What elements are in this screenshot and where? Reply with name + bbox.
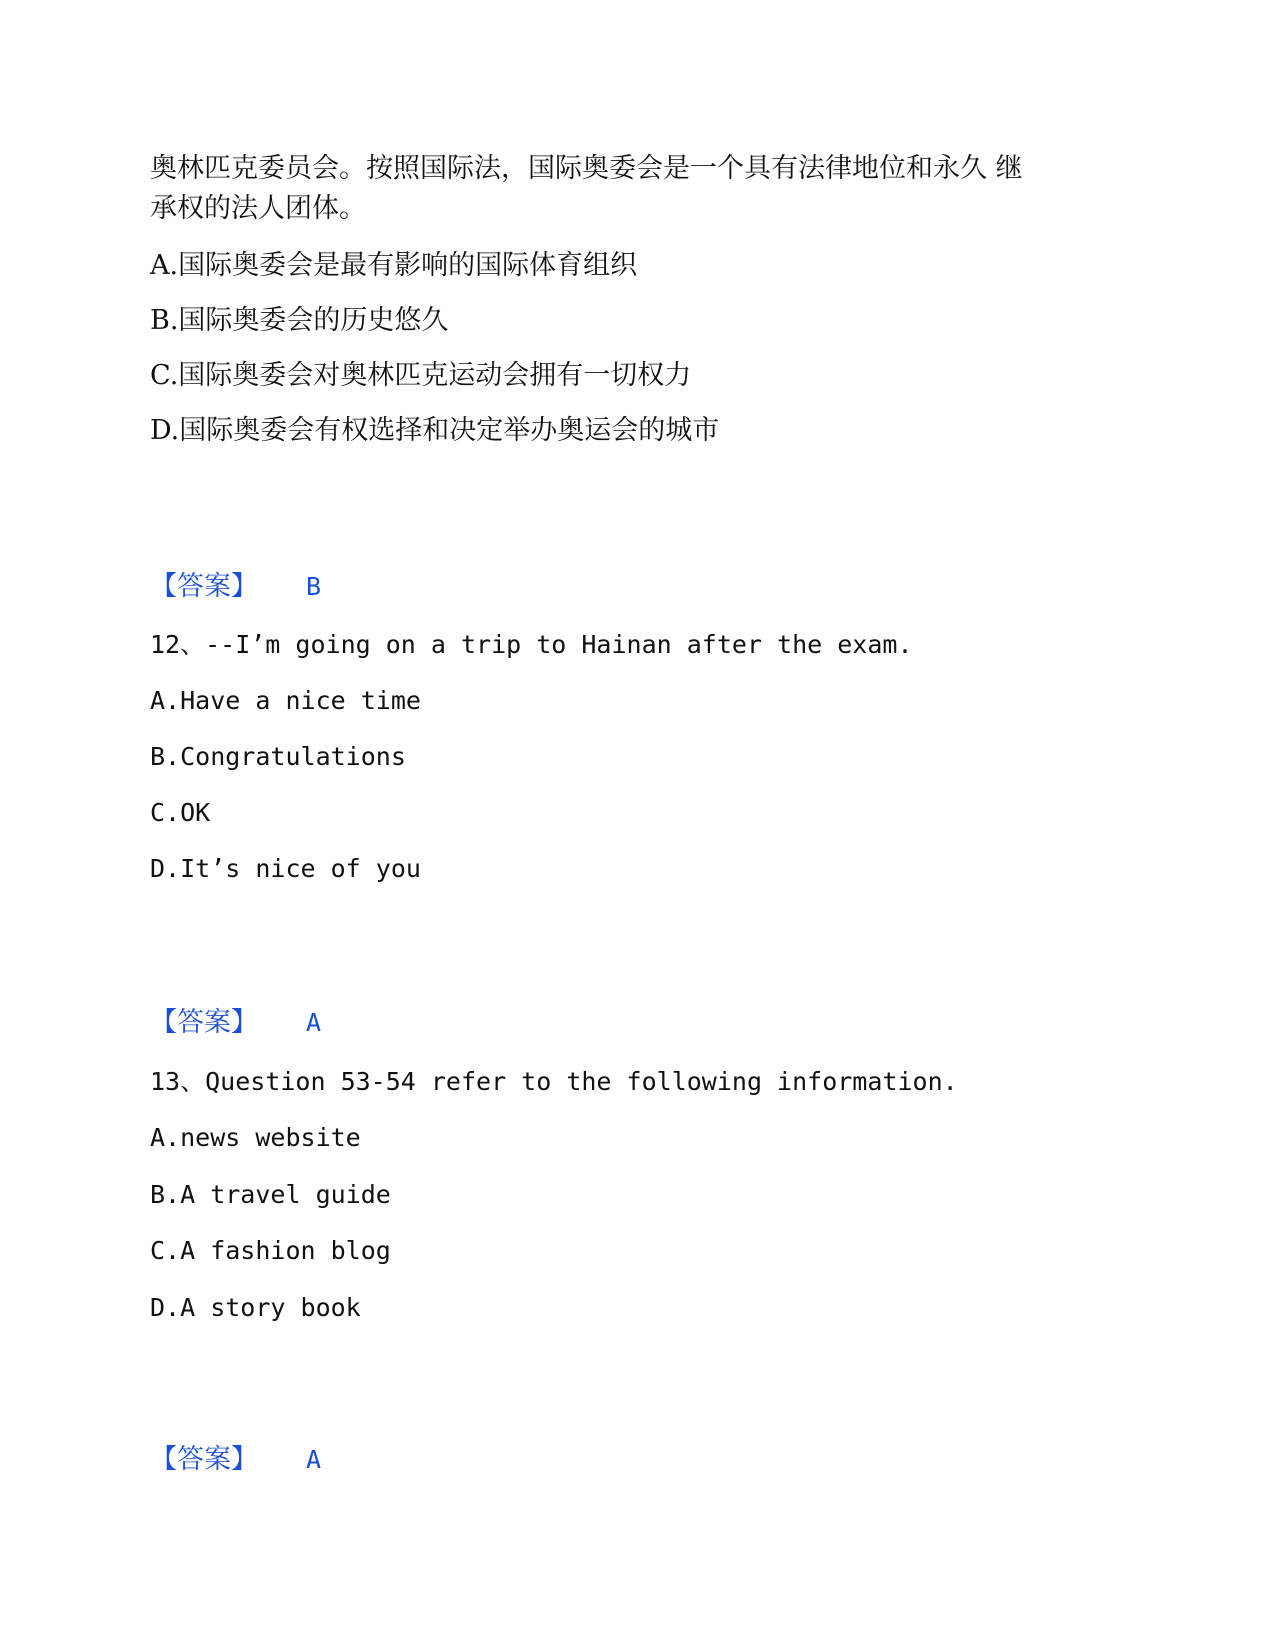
answer-value: A xyxy=(306,1008,322,1037)
q13-answer xyxy=(150,1441,321,1479)
q11-option-b: B.国际奥委会的历史悠久 xyxy=(150,305,449,336)
q13-option-d: D.A story book xyxy=(150,1293,361,1322)
answer-label: 【答案】 xyxy=(150,1007,258,1038)
q13-option-c: C.A fashion blog xyxy=(150,1236,391,1265)
answer-label: 【答案】 xyxy=(150,571,258,602)
q12-option-d: D.It’s nice of you xyxy=(150,854,421,883)
q12-option-b: B.Congratulations xyxy=(150,742,406,771)
q12-option-a: A.Have a nice time xyxy=(150,686,421,715)
q11-option-d: D.国际奥委会有权选择和决定举办奥运会的城市 xyxy=(150,415,720,446)
q13-question: 13、Question 53-54 refer to the following information. xyxy=(150,1067,958,1096)
q11-option-a: A.国际奥委会是最有影响的国际体育组织 xyxy=(150,250,638,281)
q13-option-a: A.news website xyxy=(150,1123,361,1152)
passage-line-2: 承权的法人团体。 xyxy=(150,193,366,224)
answer-value: A xyxy=(306,1445,322,1474)
q13-option-b: B.A travel guide xyxy=(150,1180,391,1209)
q11-option-c: C.国际奥委会对奥林匹克运动会拥有一切权力 xyxy=(150,360,692,391)
answer-label: 【答案】 xyxy=(150,1444,258,1475)
q11-answer xyxy=(150,568,321,606)
q12-question: 12、--I’m going on a trip to Hainan after the exam. xyxy=(150,630,913,659)
passage-line-1: 奥林匹克委员会。按照国际法，国际奥委会是一个具有法律地位和永久 继 xyxy=(150,153,1023,184)
q12-option-c: C.OK xyxy=(150,798,211,827)
q12-answer xyxy=(150,1004,321,1042)
answer-value: B xyxy=(306,572,322,601)
